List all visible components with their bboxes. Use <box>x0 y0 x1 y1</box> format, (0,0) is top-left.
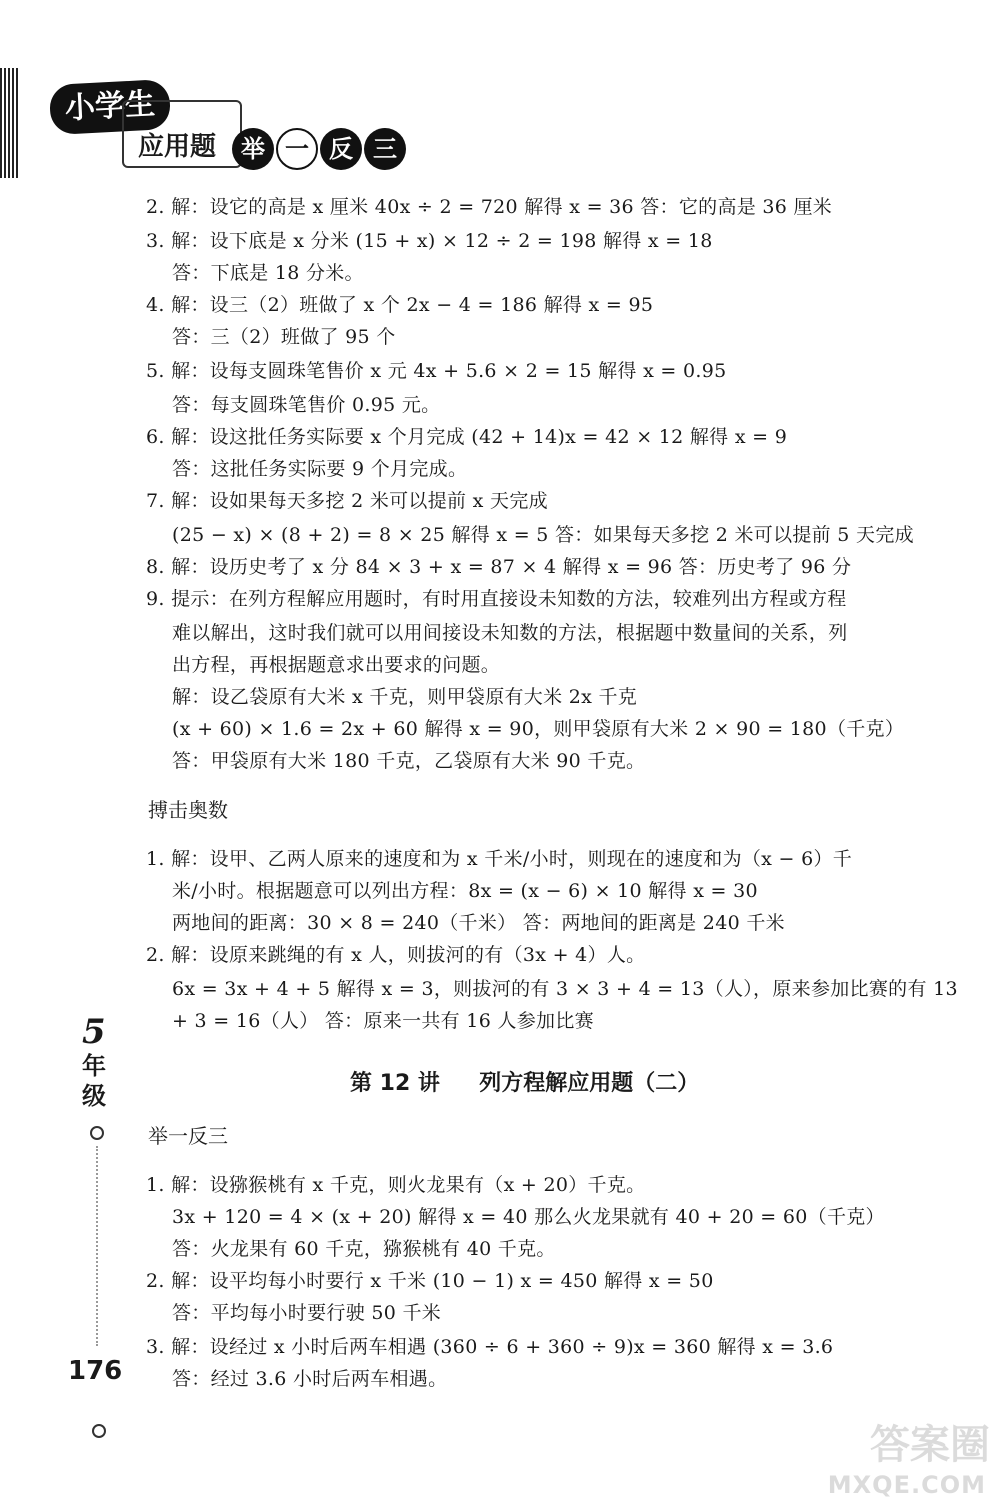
grade-number: 5 <box>82 1012 106 1052</box>
logo-deco-char: 举 <box>232 128 274 170</box>
logo-deco <box>232 128 406 170</box>
page-number: 176 <box>68 1356 123 1386</box>
answer-line: 6x = 3x + 4 + 5 解得 x = 3，则拔河的有 3 × 3 + 4 = 13（人），原来参加比赛的有 13 <box>172 978 958 1000</box>
lecture-number: 第 12 讲 <box>350 1071 440 1096</box>
answer-line: 答：火龙果有 60 千克，猕猴桃有 40 千克。 <box>172 1238 556 1260</box>
answer-line: 8. 解：设历史考了 x 分 84 × 3 + x = 87 × 4 解得 x = 96 答：历史考了 96 分 <box>146 556 852 578</box>
answer-line: 答：经过 3.6 小时后两车相遇。 <box>172 1368 448 1390</box>
logo-stripe <box>0 68 18 178</box>
logo-title: 应用题 <box>138 132 217 162</box>
answer-line: 答：三（2）班做了 95 个 <box>172 326 396 348</box>
answer-line: 答：下底是 18 分米。 <box>172 262 364 284</box>
watermark <box>827 1413 990 1499</box>
answer-line: 3. 解：设经过 x 小时后两车相遇 (360 ÷ 6 + 360 ÷ 9)x = 360 解得 x = 3.6 <box>146 1336 834 1358</box>
margin-circle-icon <box>90 1126 104 1140</box>
answer-line: 答：这批任务实际要 9 个月完成。 <box>172 458 468 480</box>
watermark-logo: 答案圈 <box>870 1422 990 1468</box>
lecture-title <box>350 1066 699 1097</box>
answer-line: 出方程，再根据题意求出要求的问题。 <box>172 654 501 676</box>
answer-line: 答：甲袋原有大米 180 千克，乙袋原有大米 90 千克。 <box>172 750 646 772</box>
grade-label: 年 <box>82 1052 106 1080</box>
margin-circle-icon <box>92 1424 106 1438</box>
answer-line: 7. 解：设如果每天多挖 2 米可以提前 x 天完成 <box>146 490 548 512</box>
lecture-name: 列方程解应用题（二） <box>479 1071 700 1096</box>
logo-deco-char: 一 <box>276 128 318 170</box>
margin-divider <box>96 1146 98 1346</box>
answer-line: 难以解出，这时我们就可以用间接设未知数的方法，根据题中数量间的关系，列 <box>172 622 848 644</box>
answer-line: 两地间的距离：30 × 8 = 240（千米） 答：两地间的距离是 240 千米 <box>172 912 785 934</box>
header-logo <box>0 60 420 180</box>
answer-line: + 3 = 16（人） 答：原来一共有 16 人参加比赛 <box>172 1010 594 1032</box>
section-heading: 搏击奥数 <box>148 798 228 822</box>
grade-label: 级 <box>82 1082 106 1110</box>
answer-line: 4. 解：设三（2）班做了 x 个 2x − 4 = 186 解得 x = 95 <box>146 294 654 316</box>
logo-deco-char: 三 <box>364 128 406 170</box>
answer-line: 1. 解：设甲、乙两人原来的速度和为 x 千米/小时，则现在的速度和为（x − 6）千 <box>146 848 853 870</box>
answer-line: 答：每支圆珠笔售价 0.95 元。 <box>172 394 441 416</box>
answer-line: 3. 解：设下底是 x 分米 (15 + x) × 12 ÷ 2 = 198 解得 x = 18 <box>146 230 713 252</box>
answer-line: 5. 解：设每支圆珠笔售价 x 元 4x + 5.6 × 2 = 15 解得 x = 0.95 <box>146 360 727 382</box>
logo-tag: 小学生 <box>49 79 171 135</box>
answer-line: 解：设乙袋原有大米 x 千克，则甲袋原有大米 2x 千克 <box>172 686 638 708</box>
answer-line: 2. 解：设平均每小时要行 x 千米 (10 − 1) x = 450 解得 x = 50 <box>146 1270 714 1292</box>
answer-line: 2. 解：设它的高是 x 厘米 40x ÷ 2 = 720 解得 x = 36 答：它的高是 36 厘米 <box>146 196 833 218</box>
watermark-url: MXQE.COM <box>827 1471 986 1499</box>
answer-line: 3x + 120 = 4 × (x + 20) 解得 x = 40 那么火龙果就有 40 + 20 = 60（千克） <box>172 1206 885 1228</box>
answer-line: (25 − x) × (8 + 2) = 8 × 25 解得 x = 5 答：如果每天多挖 2 米可以提前 5 天完成 <box>172 524 914 546</box>
answer-line: 1. 解：设猕猴桃有 x 千克，则火龙果有（x + 20）千克。 <box>146 1174 646 1196</box>
answer-line: 2. 解：设原来跳绳的有 x 人，则拔河的有（3x + 4）人。 <box>146 944 646 966</box>
answer-line: 6. 解：设这批任务实际要 x 个月完成 (42 + 14)x = 42 × 12 解得 x = 9 <box>146 426 788 448</box>
answer-line: 米/小时。根据题意可以列出方程：8x = (x − 6) × 10 解得 x = 30 <box>172 880 758 902</box>
answer-line: (x + 60) × 1.6 = 2x + 60 解得 x = 90，则甲袋原有大米 2 × 90 = 180（千克） <box>172 718 905 740</box>
answer-line: 答：平均每小时要行驶 50 千米 <box>172 1302 442 1324</box>
answer-line: 9. 提示：在列方程解应用题时，有时用直接设未知数的方法，较难列出方程或方程 <box>146 588 847 610</box>
section-heading: 举一反三 <box>148 1124 228 1148</box>
logo-deco-char: 反 <box>320 128 362 170</box>
